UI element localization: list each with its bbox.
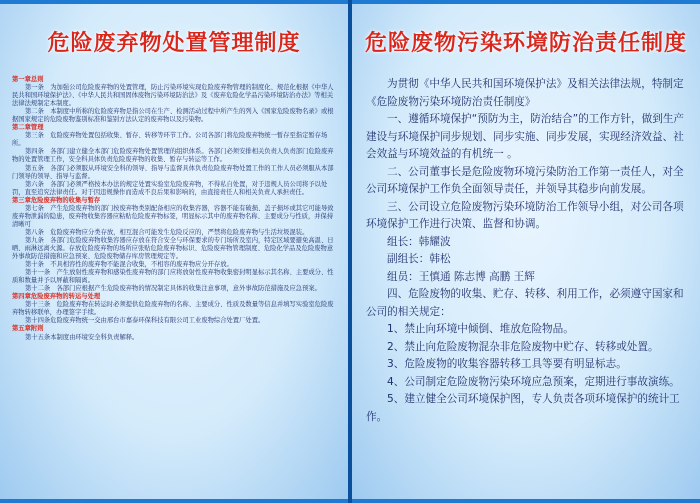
chapter-heading: 第一章总则	[12, 76, 44, 83]
right-title: 危险废物污染环境防治责任制度	[364, 31, 687, 56]
paragraph: 第八条 危险废弃物应分类存放，相互混合可能发生危险反应的，严禁将危险废弃物与生活垃圾混装。	[25, 228, 309, 236]
left-panel	[0, 0, 348, 503]
paragraph: 第十一条 产生放射性废弃物和感染性废弃物的部门应将放射性废弃物收集密封明显标示其名称、主要成分、性质和数量并予以屏蔽和隔离。	[12, 269, 334, 285]
paragraph: 二、公司董事长是危险废物环境污染防治工作第一责任人，对全公司环境保护工作负全面领导责任，并领导其稳步向前发展。	[366, 165, 684, 195]
paragraph: 第十二条 各部门应根据产生危险废弃物的情况制定具体的收集注意事项，意外事故防范措施及应急预案。	[25, 285, 321, 293]
paragraph: 3、危险废物的收集容器转移工具等要有明显标志。	[387, 358, 627, 370]
paragraph: 5、建立健全公司环境保护图，专人负责各项环境保护的统计工作。	[366, 393, 680, 423]
paragraph: 第十五条本制度由环境安全科负责解释。	[25, 333, 139, 341]
right-panel	[352, 0, 700, 503]
paragraph: 第二条 本制度中所称的危险废弃物是指公司在生产、检测活动过程中所产生的列入《国家危险废物名录》或根据国家规定的危险废物鉴别标准和鉴别方法认定的废弃物以及污染物。	[12, 108, 334, 124]
paragraph: 四、危险废物的收集、贮存、转移、利用工作，必须遵守国家和公司的相关规定：	[366, 288, 684, 318]
chapter-heading: 第四章危险废弃物的转运与处理	[12, 293, 101, 301]
chapter-heading: 第二章管理	[12, 124, 44, 132]
paragraph: 第四条 各部门建立健全本部门危险废弃物处置管理的组织体系。各部门必须安排相关负责人负责部门危险废弃物的处置管理工作，安全科具体负责危险废弃物的收集、暂存与转运等工作。	[12, 148, 334, 164]
paragraph: 一、遵循环境保护“预防为主，防治结合”的工作方针，做到生产建设与环境保护同步规划、同步实施、同步发展，实现经济效益、社会效益与环境效益的有机统一 。	[366, 113, 685, 160]
paragraph: 第五条 各部门必须服从环境安全科的领导、指导与监督具体负责危险废弃物处置工作的工作人员必须服从本部门领导的领导、指导与监督。	[12, 164, 334, 180]
paragraph: 第十四条危险废弃物统一交由邢台市嘉泰环保科技有限公司工业废物综合处置厂处置。	[25, 317, 265, 325]
paragraph: 第十条 不具相容性的废弃物不能混合收集，不相容的废弃物应分开存放。	[25, 261, 233, 269]
paragraph: 第一条 为加强公司危险废弃物的处置管理，防止污染环境实现危险废弃物管理的制度化、规范化根据《中华人民共和国环境保护法》、《中华人民共和国固体废物污染环境防治法》及《废弃危险化学品污染环境防治办法》等相关法律法规制定本制度。	[12, 84, 334, 108]
paragraph: 第九条 各部门危险废弃物收集容器应存放在符合安全与环保要求的专门场所及室内，特定区域要避免高温、日晒、雨淋远离火源。存放危险废弃物的场所应张贴危险废弃物标识、危险废弃物管理制度、危险化学品及危险废物意外事故防范措施和应急预案、危险废物储存库房管理规定等。	[12, 236, 334, 261]
paragraph: 2、禁止向危险废物混杂非危险废物中贮存、转移或处置。	[387, 340, 659, 353]
paragraph: 三、公司设立危险废物污染环境防治工作领导小组，对公司各项环境保护工作进行决策、监督和协调。	[366, 200, 684, 230]
paragraph: 第六条 各部门必须严格按本办法的规定处置实验室危险废弃物，不得私自处置，对于违规人员公司将予以处罚，直至追究法律责任。对于因违规操作而造成不良后果和影响的，由直接责任人和相关负责人承担责任。	[12, 180, 328, 196]
paragraph: 副组长：韩松	[387, 253, 451, 265]
paragraph: 为贯彻《中华人民共和国环境保护法》及相关法律法规，特制定《危险废物污染环境防治责任制度》	[366, 78, 684, 108]
paragraph: 1、禁止向环境中倾倒、堆放危险物品。	[387, 323, 574, 335]
paragraph: 第十三条 危险废弃物在转运时必须提供危险废弃物的名称、主要成分、性质及数量等信息并填写实验室危险废弃物转移联单，办理签字手续。	[12, 301, 334, 317]
left-body	[12, 76, 338, 342]
chapter-heading: 第三章危险废弃物的收集与暂存	[12, 196, 101, 204]
paragraph: 组员：王慎通 陈志博 高鹏 王辉	[387, 270, 535, 283]
paragraph: 第七条 产生危险废弃物的部门按废弃物类别配备相应的收集容器，容器不能有破损、盖子损坏或其它可能导致废弃物泄漏的隐患，废弃物收集容器应粘贴危险废弃物标签，明显标示其中的废弃物名称、主要成分与性质，并保持清晰可	[12, 204, 334, 228]
paragraph: 第三条 危险废弃物处置包括收集、暂存、转移等环节工作。公司各部门将危险废弃物统一暂存至指定暂存场所。	[12, 132, 328, 148]
left-title: 危险废弃物处置管理制度	[47, 31, 301, 56]
paragraph: 组长：韩耀波	[387, 235, 451, 248]
paragraph: 4、公司制定危险废物污染环境应急预案，定期进行事故演练。	[387, 375, 680, 388]
chapter-heading: 第五章附则	[12, 325, 44, 333]
right-body	[366, 76, 688, 426]
